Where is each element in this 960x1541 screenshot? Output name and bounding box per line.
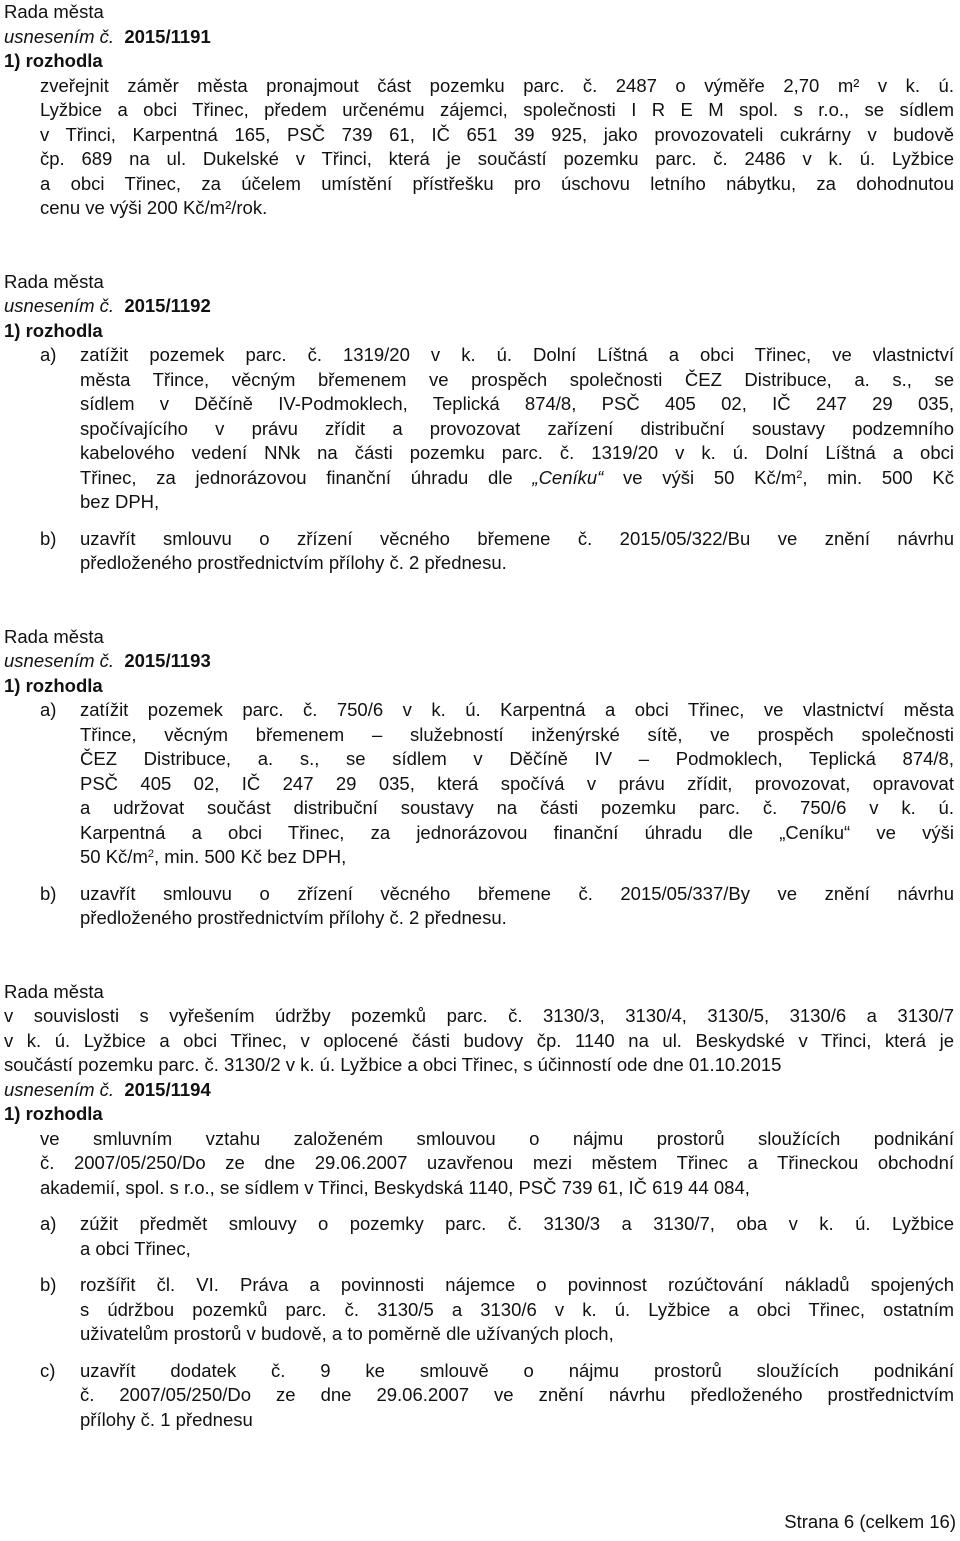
council-heading: Rada města bbox=[4, 1, 104, 22]
body-line: uživatelům prostorů v budově, a to poměrně dle užívaných ploch, bbox=[80, 1323, 614, 1344]
list-item-b bbox=[4, 527, 954, 576]
resolution-number: 2015/1191 bbox=[124, 25, 211, 47]
resolution-2015-1191 bbox=[4, 0, 954, 221]
body-line: čp. 689 na ul. Dukelské v Třinci, která je součástí pozemku parc. č. 2486 v k. ú. Lyžbice bbox=[40, 148, 954, 169]
item-label: b) bbox=[40, 527, 57, 549]
list-item-b bbox=[4, 1273, 954, 1347]
body-line: a obci Třinec, bbox=[80, 1237, 191, 1259]
body-line: zveřejnit záměr města pronajmout část pozemku parc. č. 2487 o výměře 2,70 m² v k. ú. bbox=[40, 74, 954, 96]
resolution-number: 2015/1193 bbox=[124, 650, 211, 671]
pricelist-reference: „Ceníku“ bbox=[532, 466, 604, 488]
body-line: akademií, spol. s r.o., se sídlem v Třinci, Beskydská 1140, PSČ 739 61, IČ 619 44 084, bbox=[40, 1176, 750, 1198]
body-line: č. 2007/05/250/Do ze dne 29.06.2007 uzavřenou mezi městem Třinec a Třineckou obchodní bbox=[40, 1152, 954, 1173]
council-heading: Rada města bbox=[4, 270, 104, 292]
body-line: bez DPH, bbox=[80, 491, 160, 512]
decided-heading: 1) rozhodla bbox=[4, 1103, 103, 1124]
list-item-a bbox=[4, 343, 954, 515]
body-line: spočívajícího v právu zřídit a provozovat zařízení distribuční soustavy podzemního bbox=[80, 417, 954, 439]
body-line: s údržbou pozemků parc. č. 3130/5 a 3130/6 v k. ú. Lyžbice a obci Třinec, ostatním bbox=[80, 1298, 954, 1320]
resolution-label: usnesením č. bbox=[4, 295, 115, 316]
page-footer bbox=[784, 1510, 956, 1541]
body-line: Třince, věcným břemenem – služebností inženýrské sítě, ve prospěch společnosti bbox=[80, 723, 954, 745]
body-line: v Třinci, Karpentná 165, PSČ 739 61, IČ 651 39 925, jako provozovateli cukrárny v budově bbox=[40, 123, 954, 145]
item-label: b) bbox=[40, 1274, 57, 1295]
resolution-2015-1194 bbox=[4, 980, 954, 1433]
resolution-number: 2015/1192 bbox=[124, 295, 211, 316]
body-line: zatížit pozemek parc. č. 750/6 v k. ú. Karpentná a obci Třinec, ve vlastnictví města bbox=[80, 699, 954, 720]
body-line: uzavřít smlouvu o zřízení věcného břemene č. 2015/05/322/Bu ve znění návrhu bbox=[80, 527, 954, 549]
body-line: sídlem v Děčíně IV-Podmoklech, Teplická 874/8, PSČ 405 02, IČ 247 29 035, bbox=[80, 393, 954, 414]
decided-heading: 1) rozhodla bbox=[4, 319, 103, 341]
resolution-2015-1193 bbox=[4, 625, 954, 931]
body-line: a udržovat součást distribuční soustavy na části pozemku parc. č. 750/6 v k. ú. bbox=[80, 797, 954, 818]
resolution-number-line bbox=[4, 1078, 954, 1103]
intro-line: v k. ú. Lyžbice a obci Třinec, v oplocené části budovy čp. 1140 na ul. Beskydské v Třinci, která je bbox=[4, 1029, 954, 1051]
body-line: uzavřít dodatek č. 9 ke smlouvě o nájmu prostorů sloužících podnikání bbox=[80, 1359, 954, 1381]
body-line: cenu ve výši 200 Kč/m²/rok. bbox=[40, 197, 268, 218]
item-label: a) bbox=[40, 344, 57, 365]
body-line: a obci Třinec, za účelem umístění přístřešku pro úschovu letního nábytku, za dohodnutou bbox=[40, 172, 954, 194]
body-line: předloženého prostřednictvím přílohy č. 2 přednesu. bbox=[80, 552, 507, 573]
body-line: Třinec, za jednorázovou finanční úhradu dle „Ceníku“ ve výši 50 $Kč/m^2$, min. 500 Kč bbox=[80, 466, 954, 488]
item-label: a) bbox=[40, 699, 57, 720]
resolution-2015-1192 bbox=[4, 270, 954, 576]
decided-heading: 1) rozhodla bbox=[4, 50, 103, 71]
list-item-a bbox=[4, 1212, 954, 1261]
resolution-number-line bbox=[4, 294, 954, 319]
resolution-label: usnesením č. bbox=[4, 25, 115, 47]
resolution-label: usnesením č. bbox=[4, 650, 115, 671]
body-line: 50 $Kč/m^2$, min. 500 Kč bez DPH, bbox=[80, 846, 347, 867]
council-heading: Rada města bbox=[4, 625, 104, 647]
body-line: města Třince, věcným břemenem ve prospěch společnosti ČEZ Distribuce, a. s., se bbox=[80, 368, 954, 390]
list-item-c bbox=[4, 1359, 954, 1433]
body-line: ve smluvním vztahu založeném smlouvou o nájmu prostorů sloužících podnikání bbox=[40, 1127, 954, 1149]
item-label: c) bbox=[40, 1359, 56, 1381]
resolution-number-line bbox=[4, 649, 954, 674]
list-item-b bbox=[4, 882, 954, 931]
intro-line: v souvislosti s vyřešením údržby pozemků parc. č. 3130/3, 3130/4, 3130/5, 3130/6 a 3130/7 bbox=[4, 1005, 954, 1026]
body-line: Lyžbice a obci Třinec, předem určenému zájemci, společnosti I R E M spol. s r.o., se sídlem bbox=[40, 99, 954, 120]
resolution-number-line bbox=[4, 25, 954, 50]
resolution-label: usnesením č. bbox=[4, 1078, 115, 1100]
intro-line: součástí pozemku parc. č. 3130/2 v k. ú. Lyžbice a obci Třinec, s účinností ode dne 01.10.2015 bbox=[4, 1054, 782, 1075]
body-line: předloženého prostřednictvím přílohy č. 2 přednesu. bbox=[80, 907, 507, 928]
document-page bbox=[4, 0, 954, 1432]
resolution-number: 2015/1194 bbox=[124, 1078, 211, 1100]
item-label: a) bbox=[40, 1213, 57, 1234]
list-item-a bbox=[4, 698, 954, 870]
body-line: č. 2007/05/250/Do ze dne 29.06.2007 ve znění návrhu předloženého prostřednictvím bbox=[80, 1384, 954, 1405]
council-heading: Rada města bbox=[4, 980, 104, 1002]
body-line: zúžit předmět smlouvy o pozemky parc. č. 3130/3 a 3130/7, oba v k. ú. Lyžbice bbox=[80, 1213, 954, 1234]
decided-heading: 1) rozhodla bbox=[4, 674, 103, 696]
item-label: b) bbox=[40, 882, 57, 904]
body-line: ČEZ Distribuce, a. s., se sídlem v Děčíně IV – Podmoklech, Teplická 874/8, bbox=[80, 748, 954, 769]
body-line: uzavřít smlouvu o zřízení věcného břemene č. 2015/05/337/By ve znění návrhu bbox=[80, 882, 954, 904]
body-line: PSČ 405 02, IČ 247 29 035, která spočívá v právu zřídit, provozovat, opravovat bbox=[80, 772, 954, 794]
page-number: Strana 6 (celkem 16) bbox=[784, 1511, 956, 1532]
body-line: kabelového vedení NNk na části pozemku parc. č. 1319/20 v k. ú. Dolní Líštná a obci bbox=[80, 442, 954, 463]
body-line: Karpentná a obci Třinec, za jednorázovou finanční úhradu dle „Ceníku“ ve výši bbox=[80, 821, 954, 843]
body-line: rozšířit čl. VI. Práva a povinnosti nájemce o povinnost rozúčtování nákladů spojených bbox=[80, 1274, 954, 1295]
body-line: přílohy č. 1 přednesu bbox=[80, 1408, 253, 1430]
body-line: zatížit pozemek parc. č. 1319/20 v k. ú. Dolní Líštná a obci Třinec, ve vlastnictví bbox=[80, 344, 954, 365]
